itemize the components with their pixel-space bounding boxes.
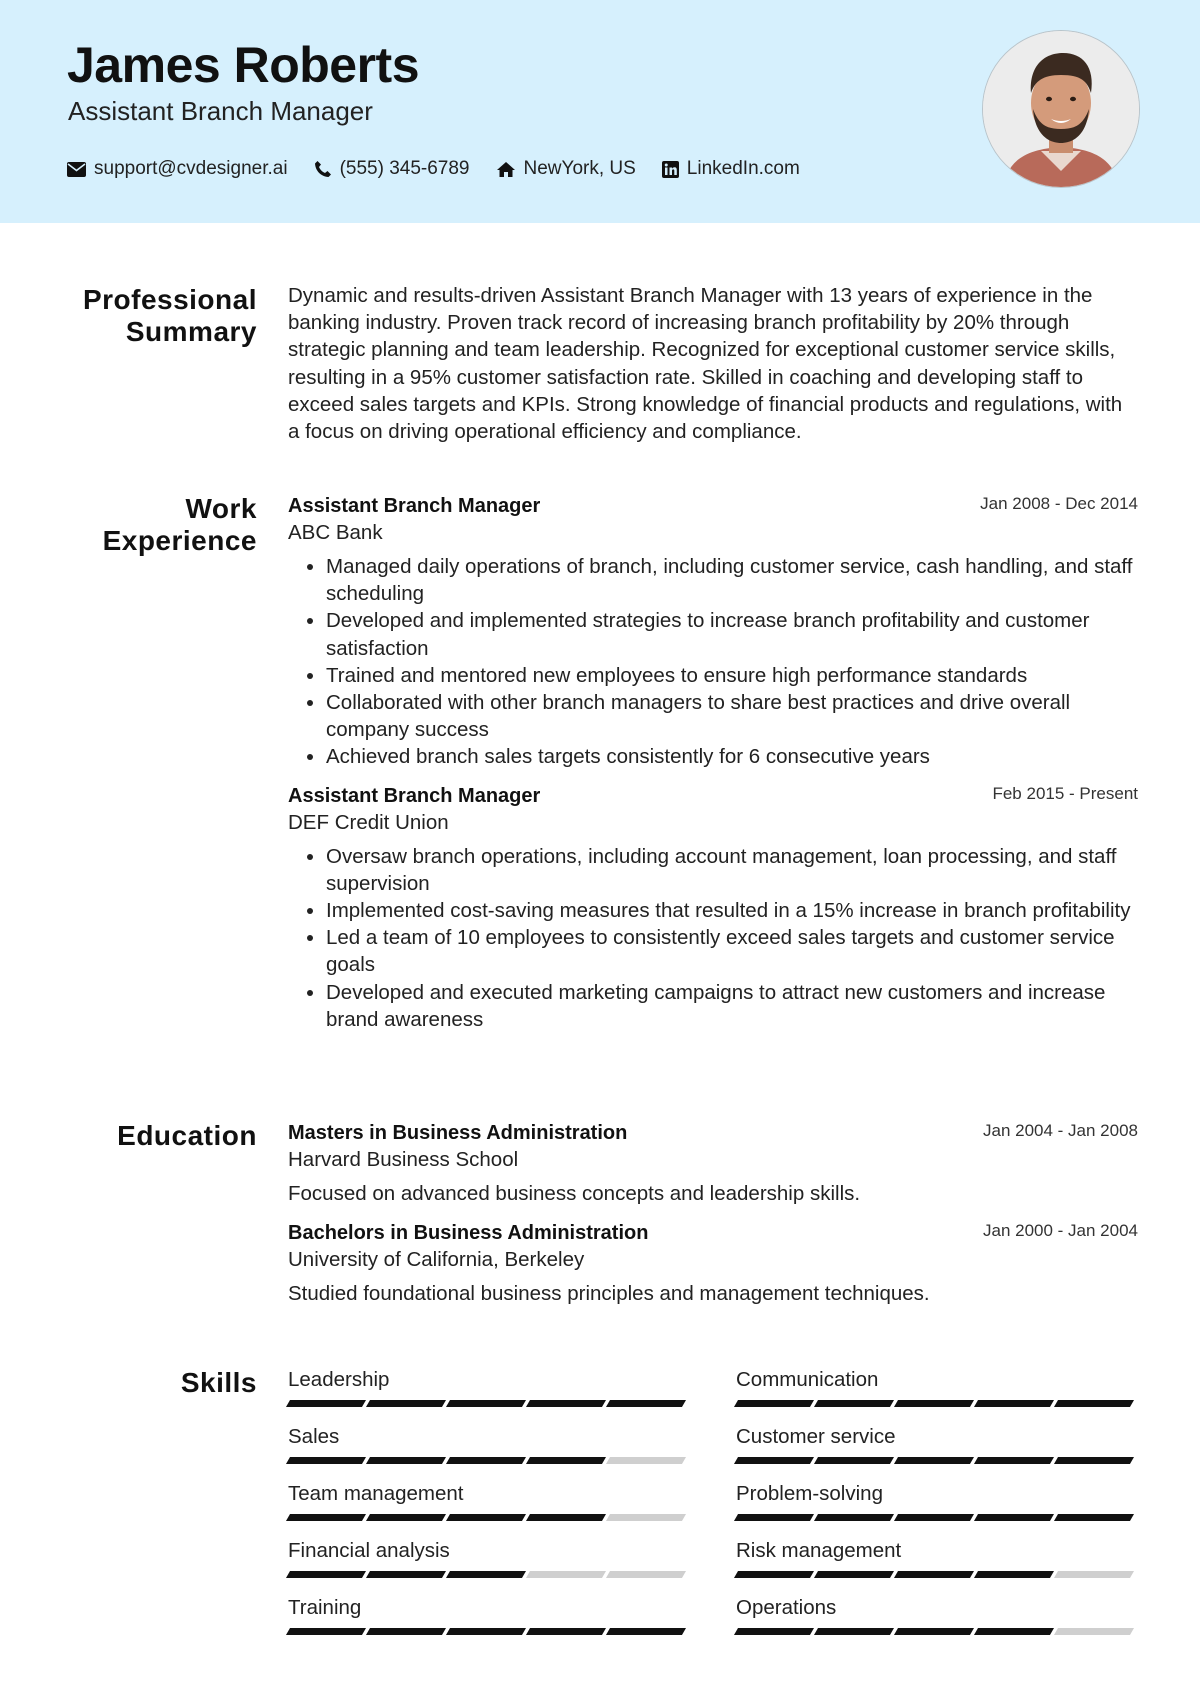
skill-item bbox=[288, 1367, 688, 1407]
skill-level-segment-filled bbox=[366, 1457, 446, 1464]
skill-level-segment-empty bbox=[606, 1457, 686, 1464]
skill-level-segment-filled bbox=[894, 1571, 974, 1578]
skill-level-segment-filled bbox=[446, 1514, 526, 1521]
skill-level-segment-filled bbox=[366, 1571, 446, 1578]
skill-item bbox=[736, 1424, 1136, 1464]
job-bullet: • Developed and executed marketing campaigns to attract new customers and increase brand awareness bbox=[326, 979, 1138, 1033]
job-entry bbox=[288, 493, 1138, 771]
job-bullet: • Collaborated with other branch managers to share best practices and drive overall company success bbox=[326, 689, 1138, 743]
skill-level-segment-empty bbox=[1054, 1628, 1134, 1635]
skill-level-segment-filled bbox=[286, 1514, 366, 1521]
job-bullet: • Trained and mentored new employees to ensure high performance standards bbox=[326, 662, 1138, 689]
skill-level-bar bbox=[736, 1400, 1136, 1407]
skill-level-segment-filled bbox=[814, 1514, 894, 1521]
skill-level-segment-filled bbox=[1054, 1514, 1134, 1521]
education-entry bbox=[288, 1120, 1138, 1208]
skill-level-segment-filled bbox=[894, 1457, 974, 1464]
envelope-icon bbox=[67, 162, 86, 177]
job-dates: Feb 2015 - Present bbox=[992, 783, 1138, 803]
skill-level-bar bbox=[288, 1457, 688, 1464]
skill-name: Leadership bbox=[288, 1368, 390, 1391]
summary-heading-line1: Professional bbox=[82, 284, 257, 315]
contact-location bbox=[496, 158, 636, 180]
education-description: Focused on advanced business concepts and leadership skills. bbox=[288, 1182, 861, 1205]
skill-name: Problem-solving bbox=[736, 1482, 883, 1505]
experience-heading bbox=[37, 493, 257, 557]
skill-level-segment-filled bbox=[974, 1514, 1054, 1521]
skill-level-segment-filled bbox=[814, 1457, 894, 1464]
skill-level-bar bbox=[288, 1514, 688, 1521]
summary-heading-line2: Summary bbox=[125, 316, 257, 347]
summary-text: Dynamic and results-driven Assistant Branch Manager with 13 years of experience in the banking industry. Proven track record of increasing branch profitability by 20% through strategic planning and team leadership. Recognized for exceptional customer service skills, resulting in a 95% customer satisfaction rate. Skilled in coaching and developing staff to exceed sales targets and KPIs. Strong knowledge of financial products and regulations, with a focus on driving operational efficiency and compliance. bbox=[288, 284, 1123, 444]
phone-text: (555) 345-6789 bbox=[339, 158, 470, 179]
school-name: University of California, Berkeley bbox=[288, 1248, 585, 1271]
contact-email[interactable] bbox=[67, 158, 288, 180]
skill-name: Communication bbox=[736, 1368, 879, 1391]
skill-level-bar bbox=[736, 1628, 1136, 1635]
linkedin-text: LinkedIn.com bbox=[686, 158, 800, 179]
skill-level-segment-filled bbox=[526, 1400, 606, 1407]
summary-heading bbox=[37, 284, 257, 348]
education-description: Studied foundational business principles and management techniques. bbox=[288, 1282, 930, 1305]
skill-item bbox=[288, 1538, 688, 1578]
education-heading: Education bbox=[117, 1120, 257, 1151]
skill-level-segment-filled bbox=[814, 1628, 894, 1635]
job-bullet: • Led a team of 10 employees to consistently exceed sales targets and customer service goals bbox=[326, 924, 1138, 978]
skill-item bbox=[736, 1481, 1136, 1521]
skill-level-segment-filled bbox=[734, 1514, 814, 1521]
job-company: ABC Bank bbox=[288, 521, 383, 544]
skill-name: Customer service bbox=[736, 1425, 896, 1448]
skill-level-segment-filled bbox=[286, 1628, 366, 1635]
skill-level-segment-filled bbox=[446, 1571, 526, 1578]
skill-level-bar bbox=[736, 1514, 1136, 1521]
skill-item bbox=[288, 1595, 688, 1635]
summary-body bbox=[288, 282, 1138, 445]
skill-level-segment-filled bbox=[446, 1628, 526, 1635]
skill-level-segment-filled bbox=[286, 1571, 366, 1578]
skill-level-segment-filled bbox=[734, 1571, 814, 1578]
skill-level-segment-filled bbox=[734, 1400, 814, 1407]
job-bullet: • Achieved branch sales targets consistently for 6 consecutive years bbox=[326, 743, 1138, 770]
skill-item bbox=[736, 1595, 1136, 1635]
skill-item bbox=[736, 1367, 1136, 1407]
skill-level-segment-filled bbox=[286, 1457, 366, 1464]
avatar bbox=[983, 31, 1139, 187]
skill-level-segment-filled bbox=[526, 1457, 606, 1464]
skill-level-segment-empty bbox=[606, 1514, 686, 1521]
skill-level-segment-filled bbox=[446, 1400, 526, 1407]
skill-level-bar bbox=[288, 1628, 688, 1635]
skill-name: Financial analysis bbox=[288, 1539, 450, 1562]
education-entry bbox=[288, 1220, 1138, 1308]
location-text: NewYork, US bbox=[523, 158, 636, 179]
skill-level-segment-empty bbox=[1054, 1571, 1134, 1578]
degree-title: Bachelors in Business Administration bbox=[288, 1222, 649, 1244]
education-dates: Jan 2004 - Jan 2008 bbox=[982, 1121, 1138, 1140]
skill-level-bar bbox=[288, 1571, 688, 1578]
candidate-name: James Roberts bbox=[67, 37, 419, 93]
skill-level-segment-filled bbox=[446, 1457, 526, 1464]
phone-icon bbox=[314, 160, 332, 178]
skill-level-segment-filled bbox=[974, 1400, 1054, 1407]
skill-name: Operations bbox=[736, 1596, 837, 1619]
experience-list bbox=[288, 493, 1138, 1033]
skill-item bbox=[288, 1424, 688, 1464]
profile-photo bbox=[982, 30, 1140, 188]
job-dates: Jan 2008 - Dec 2014 bbox=[980, 494, 1138, 513]
skill-level-segment-filled bbox=[894, 1628, 974, 1635]
skill-name: Team management bbox=[288, 1482, 464, 1505]
skill-name: Risk management bbox=[736, 1539, 902, 1562]
skill-level-segment-filled bbox=[1054, 1457, 1134, 1464]
skill-level-segment-filled bbox=[606, 1628, 686, 1635]
skill-level-segment-filled bbox=[606, 1400, 686, 1407]
home-icon bbox=[496, 161, 516, 178]
skill-level-segment-filled bbox=[366, 1400, 446, 1407]
skill-name: Training bbox=[288, 1596, 362, 1619]
skill-level-segment-filled bbox=[814, 1571, 894, 1578]
school-name: Harvard Business School bbox=[288, 1148, 519, 1171]
education-list bbox=[288, 1120, 1138, 1308]
job-title: Assistant Branch Manager bbox=[288, 495, 541, 517]
skill-level-segment-filled bbox=[526, 1514, 606, 1521]
contact-linkedin[interactable] bbox=[662, 158, 800, 180]
linkedin-icon bbox=[662, 161, 679, 178]
skill-level-segment-filled bbox=[1054, 1400, 1134, 1407]
skill-level-segment-filled bbox=[366, 1628, 446, 1635]
skill-level-segment-empty bbox=[526, 1571, 606, 1578]
job-bullets bbox=[288, 843, 1138, 1033]
skill-level-segment-empty bbox=[606, 1571, 686, 1578]
job-bullet: • Oversaw branch operations, including account management, loan processing, and staff supervision bbox=[326, 843, 1138, 897]
job-bullets bbox=[288, 553, 1138, 771]
skill-level-segment-filled bbox=[974, 1457, 1054, 1464]
skill-level-bar bbox=[736, 1571, 1136, 1578]
contact-row bbox=[67, 158, 826, 180]
education-dates: Jan 2000 - Jan 2004 bbox=[982, 1221, 1138, 1240]
job-title: Assistant Branch Manager bbox=[288, 784, 541, 807]
skill-level-segment-filled bbox=[894, 1400, 974, 1407]
job-bullet: • Developed and implemented strategies to increase branch profitability and customer satisfaction bbox=[326, 607, 1138, 661]
experience-heading-line1: Work bbox=[185, 493, 257, 524]
skill-level-segment-filled bbox=[526, 1628, 606, 1635]
contact-phone[interactable] bbox=[314, 158, 470, 180]
skill-level-segment-filled bbox=[366, 1514, 446, 1521]
job-bullet: • Managed daily operations of branch, including customer service, cash handling, and staff scheduling bbox=[326, 553, 1138, 607]
skill-level-bar bbox=[736, 1457, 1136, 1464]
email-text: support@cvdesigner.ai bbox=[94, 158, 288, 179]
candidate-title: Assistant Branch Manager bbox=[68, 96, 373, 126]
skill-name: Sales bbox=[288, 1425, 340, 1448]
job-company: DEF Credit Union bbox=[288, 810, 449, 834]
skill-level-segment-filled bbox=[734, 1457, 814, 1464]
skill-level-segment-filled bbox=[734, 1628, 814, 1635]
resume-header bbox=[0, 0, 1200, 223]
experience-heading-line2: Experience bbox=[102, 525, 257, 556]
degree-title: Masters in Business Administration bbox=[288, 1122, 628, 1144]
skill-item bbox=[736, 1538, 1136, 1578]
skill-level-segment-filled bbox=[286, 1400, 366, 1407]
skills-heading: Skills bbox=[180, 1367, 257, 1398]
skill-level-bar bbox=[288, 1400, 688, 1407]
skill-level-segment-filled bbox=[814, 1400, 894, 1407]
job-bullet: • Implemented cost-saving measures that resulted in a 15% increase in branch profitability bbox=[326, 897, 1138, 924]
job-entry bbox=[288, 783, 1138, 1033]
skill-item bbox=[288, 1481, 688, 1521]
skill-level-segment-filled bbox=[974, 1628, 1054, 1635]
skill-level-segment-filled bbox=[974, 1571, 1054, 1578]
skill-level-segment-filled bbox=[894, 1514, 974, 1521]
